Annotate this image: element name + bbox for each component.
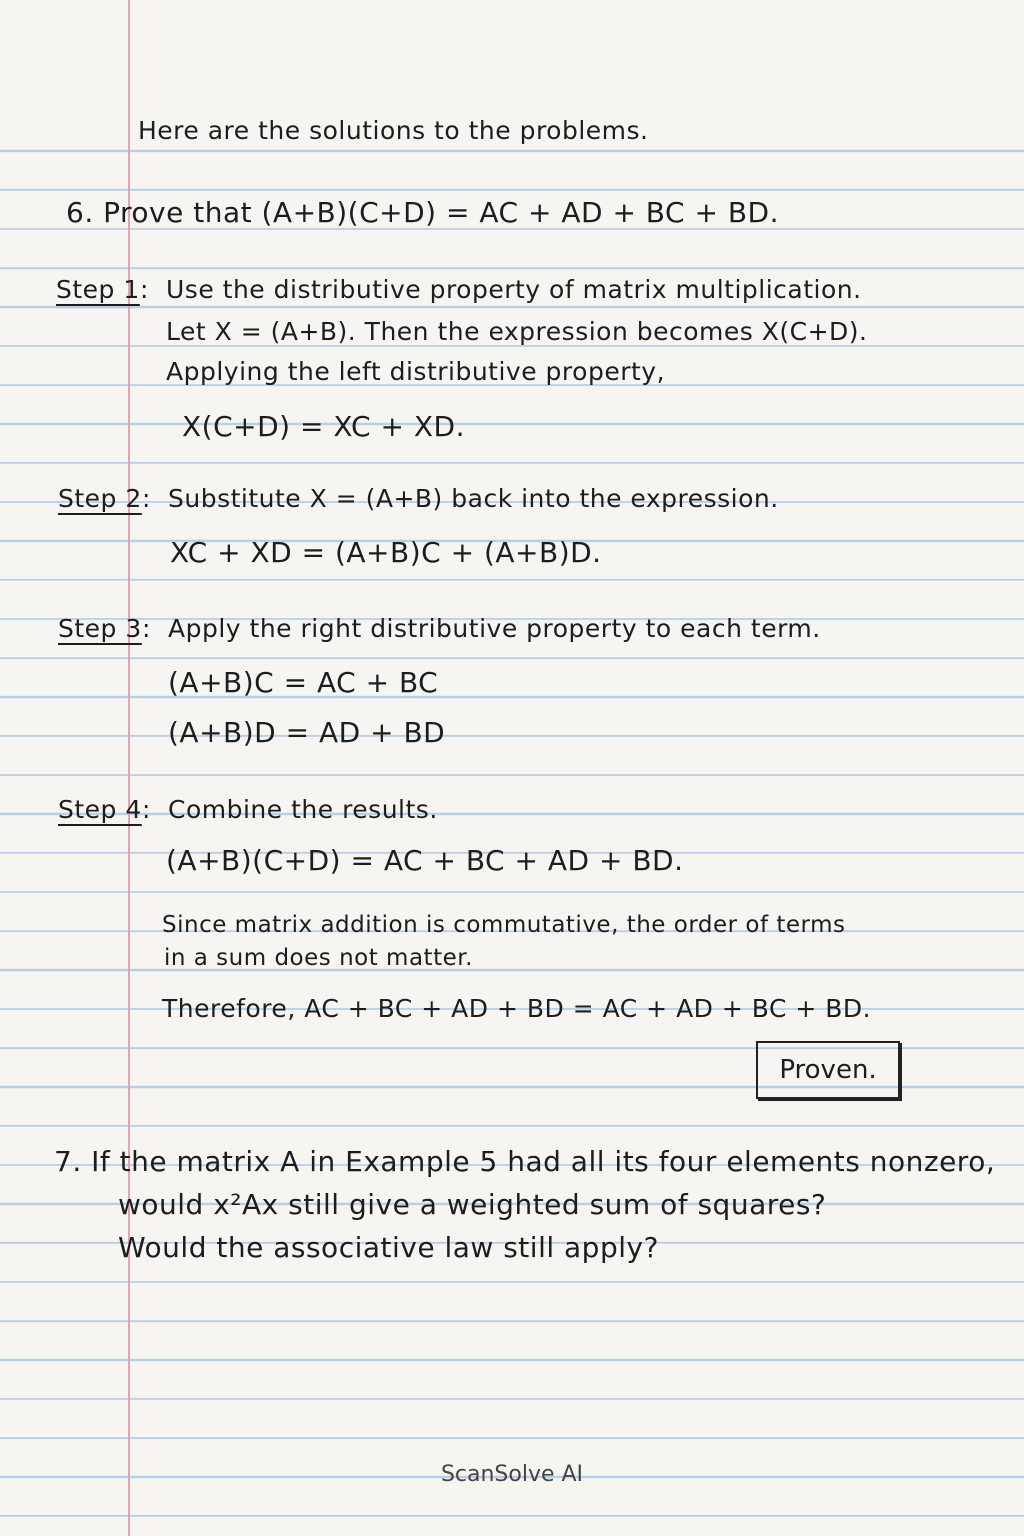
step-1-line: Use the distributive property of matrix multiplication. (166, 275, 862, 304)
step-2-colon: : (142, 484, 151, 513)
step-3-equation: (A+B)D = AD + BD (168, 716, 446, 749)
problem-7-line: would x²Ax still give a weighted sum of squares? (118, 1188, 827, 1221)
step-2-line: Substitute X = (A+B) back into the expression. (168, 484, 779, 513)
step-4-colon: : (142, 795, 151, 824)
problem-6-title: 6. Prove that (A+B)(C+D) = AC + AD + BC + BD. (66, 196, 779, 229)
step-4-line: Combine the results. (168, 795, 438, 824)
proven-box: Proven. (756, 1041, 900, 1099)
problem-7-line: 7. If the matrix A in Example 5 had all its four elements nonzero, (54, 1145, 996, 1178)
step-1-equation: X(C+D) = XC + XD. (182, 410, 465, 443)
step-2-label: Step 2 (58, 484, 142, 513)
footer-watermark: ScanSolve AI (440, 1462, 584, 1487)
step-4-note: in a sum does not matter. (164, 945, 473, 971)
step-4-note: Since matrix addition is commutative, the order of terms (162, 912, 846, 938)
step-3-line: Apply the right distributive property to each term. (168, 614, 821, 643)
step-1-line: Applying the left distributive property, (166, 357, 666, 386)
step-2-equation: XC + XD = (A+B)C + (A+B)D. (170, 536, 602, 569)
step-3-equation: (A+B)C = AC + BC (168, 666, 439, 699)
red-margin-line (128, 0, 130, 1536)
step-4-label: Step 4 (58, 795, 142, 824)
step-4-conclusion: Therefore, AC + BC + AD + BD = AC + AD + BC + BD. (162, 994, 872, 1023)
step-1-label: Step 1 (56, 275, 140, 304)
problem-7-line: Would the associative law still apply? (118, 1231, 659, 1264)
intro-text: Here are the solutions to the problems. (138, 116, 649, 145)
step-1-colon: : (140, 275, 149, 304)
step-4-equation: (A+B)(C+D) = AC + BC + AD + BD. (166, 844, 684, 877)
step-3-label: Step 3 (58, 614, 142, 643)
step-3-colon: : (142, 614, 151, 643)
step-1-line: Let X = (A+B). Then the expression becomes X(C+D). (166, 317, 868, 346)
